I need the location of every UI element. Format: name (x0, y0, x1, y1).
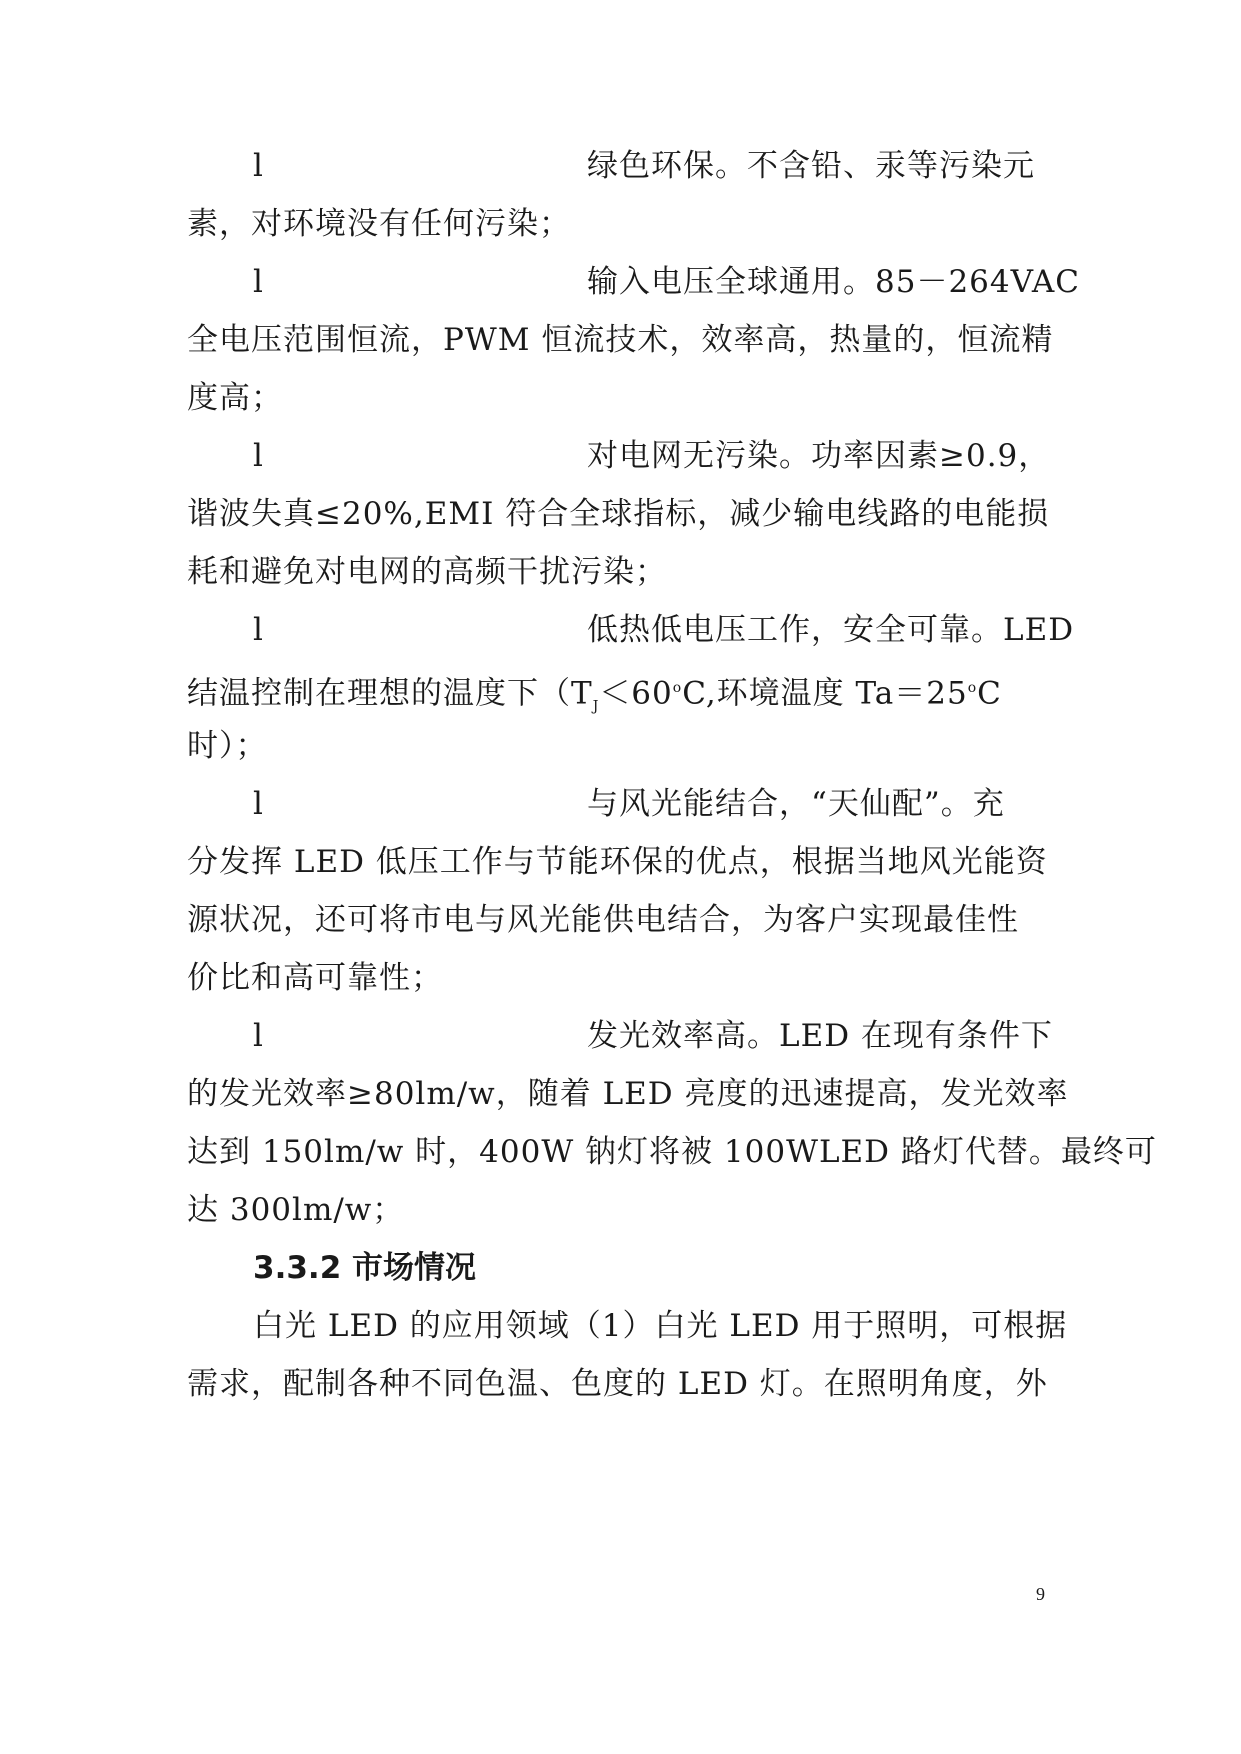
paragraph-line: 需求，配制各种不同色温、色度的 LED 灯。在照明角度，外 (187, 1366, 1048, 1402)
item-text-line: 素，对环境没有任何污染； (187, 206, 571, 242)
text-segment: C,环境温度 Ta＝25 (682, 675, 968, 712)
item-text-line: 达到 150lm/w 时，400W 钠灯将被 100WLED 路灯代替。最终可 (187, 1134, 1157, 1170)
superscript: o (967, 680, 978, 696)
bullet-marker: l (253, 438, 263, 474)
item-text-line: 耗和避免对电网的高频干扰污染； (187, 554, 667, 590)
item-text-line: 达 300lm/w； (187, 1192, 405, 1228)
item-text-first-line: 与风光能结合，“天仙配”。充 (587, 786, 1005, 822)
item-text-first-line: 输入电压全球通用。85－264VAC (587, 264, 1081, 300)
item-text-line: 度高； (187, 380, 283, 416)
item-text-first-line: 低热低电压工作，安全可靠。LED (587, 612, 1075, 648)
item-text-first-line: 对电网无污染。功率因素≥0.9， (587, 438, 1051, 474)
text-segment: ＜60 (599, 675, 673, 712)
item-text-line-with-subscript (187, 668, 1067, 727)
item-text-line: 全电压范围恒流，PWM 恒流技术，效率高，热量的，恒流精 (187, 322, 1054, 358)
item-text-line: 的发光效率≥80lm/w，随着 LED 亮度的迅速提高，发光效率 (187, 1076, 1069, 1112)
item-text-line: 谐波失真≤20%,EMI 符合全球指标，减少输电线路的电能损 (187, 496, 1050, 532)
text-segment: 结温控制在理想的温度下（T (187, 675, 593, 712)
page-number: 9 (1036, 1584, 1045, 1604)
item-text-first-line: 发光效率高。LED 在现有条件下 (587, 1018, 1053, 1054)
subscript: J (592, 698, 600, 715)
item-text-line: 时）； (187, 728, 268, 764)
text-segment: C (977, 675, 1002, 712)
item-text-line: 源状况，还可将市电与风光能供电结合，为客户实现最佳性 (187, 902, 1019, 938)
item-text-line: 分发挥 LED 低压工作与节能环保的优点，根据当地风光能资 (187, 844, 1048, 880)
section-heading: 3.3.2 市场情况 (253, 1250, 477, 1286)
bullet-marker: l (253, 264, 263, 300)
bullet-marker: l (253, 1018, 263, 1054)
item-text-line: 价比和高可靠性； (187, 960, 443, 996)
superscript: o (672, 680, 683, 696)
paragraph-first-line: 白光 LED 的应用领域（1）白光 LED 用于照明，可根据 (253, 1308, 1068, 1344)
bullet-marker: l (253, 148, 263, 184)
bullet-marker: l (253, 786, 263, 822)
item-text-first-line: 绿色环保。不含铅、汞等污染元 (587, 148, 1035, 184)
bullet-marker: l (253, 612, 263, 648)
